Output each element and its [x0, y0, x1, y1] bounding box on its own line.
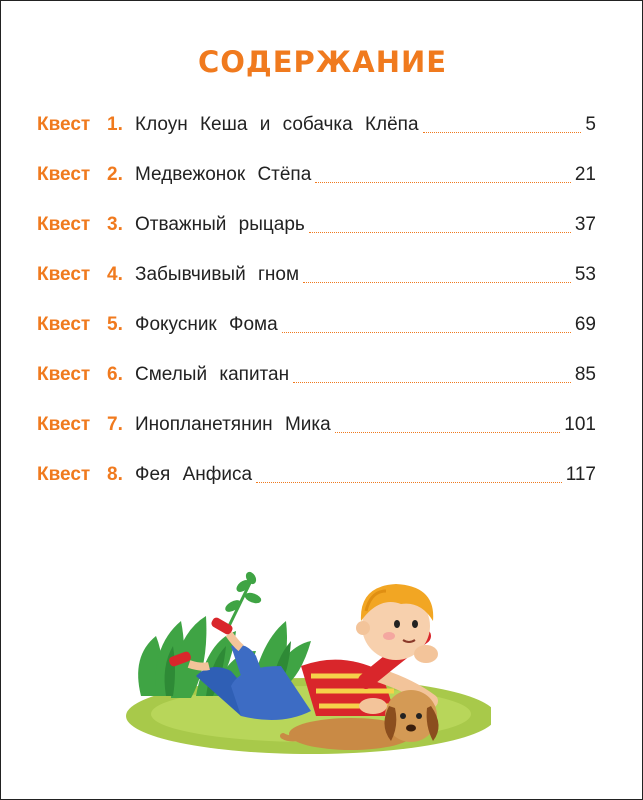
toc-entry-2[interactable] [37, 158, 596, 186]
entry-label: Квест [37, 214, 91, 235]
entry-title: Медвежонок Стёпа [135, 164, 312, 185]
sprig [225, 572, 260, 626]
entry-number: 3. [107, 214, 123, 235]
entry-page-number: 37 [574, 214, 596, 235]
dot-leader [423, 132, 582, 133]
entry-page-number: 117 [565, 464, 596, 485]
toc-entry-5[interactable] [37, 308, 596, 336]
dot-leader [293, 382, 571, 383]
entry-page-number: 21 [574, 164, 596, 185]
toc-entry-6[interactable] [37, 358, 596, 386]
entry-number: 2. [107, 164, 123, 185]
dot-leader [303, 282, 571, 283]
entry-label: Квест [37, 364, 91, 385]
entry-page-number: 101 [564, 414, 596, 435]
entry-number: 4. [107, 264, 123, 285]
boy-with-dog-illustration [111, 566, 491, 756]
toc-entry-8[interactable] [37, 458, 596, 486]
entry-title: Забывчивый гном [135, 264, 300, 285]
entry-number: 8. [107, 464, 123, 485]
dot-leader [309, 232, 571, 233]
toc-entry-7[interactable] [37, 408, 596, 436]
dot-leader [335, 432, 561, 433]
toc-entry-1[interactable] [37, 108, 596, 136]
entry-number: 6. [107, 364, 123, 385]
dot-leader [282, 332, 571, 333]
entry-page-number: 5 [585, 114, 596, 135]
entry-number: 1. [107, 114, 123, 135]
entry-page-number: 69 [574, 314, 596, 335]
page-title: СОДЕРЖАНИЕ [197, 45, 448, 79]
toc-entry-4[interactable] [37, 258, 596, 286]
entry-page-number: 85 [574, 364, 596, 385]
toc-entry-3[interactable] [37, 208, 596, 236]
entry-label: Квест [37, 114, 91, 135]
dot-leader [315, 182, 571, 183]
entry-title: Фокусник Фома [135, 314, 278, 335]
entry-label: Квест [37, 464, 91, 485]
entry-title: Смелый капитан [135, 364, 290, 385]
entry-page-number: 53 [574, 264, 596, 285]
dot-leader [256, 482, 562, 483]
entry-label: Квест [37, 314, 91, 335]
entry-label: Квест [37, 264, 91, 285]
entry-number: 7. [107, 414, 123, 435]
entry-title: Отважный рыцарь [135, 214, 305, 235]
entry-number: 5. [107, 314, 123, 335]
entry-title: Инопланетянин Мика [135, 414, 331, 435]
entry-title: Фея Анфиса [135, 464, 253, 485]
entry-label: Квест [37, 414, 91, 435]
entry-label: Квест [37, 164, 91, 185]
entry-title: Клоун Кеша и собачка Клёпа [135, 114, 419, 135]
